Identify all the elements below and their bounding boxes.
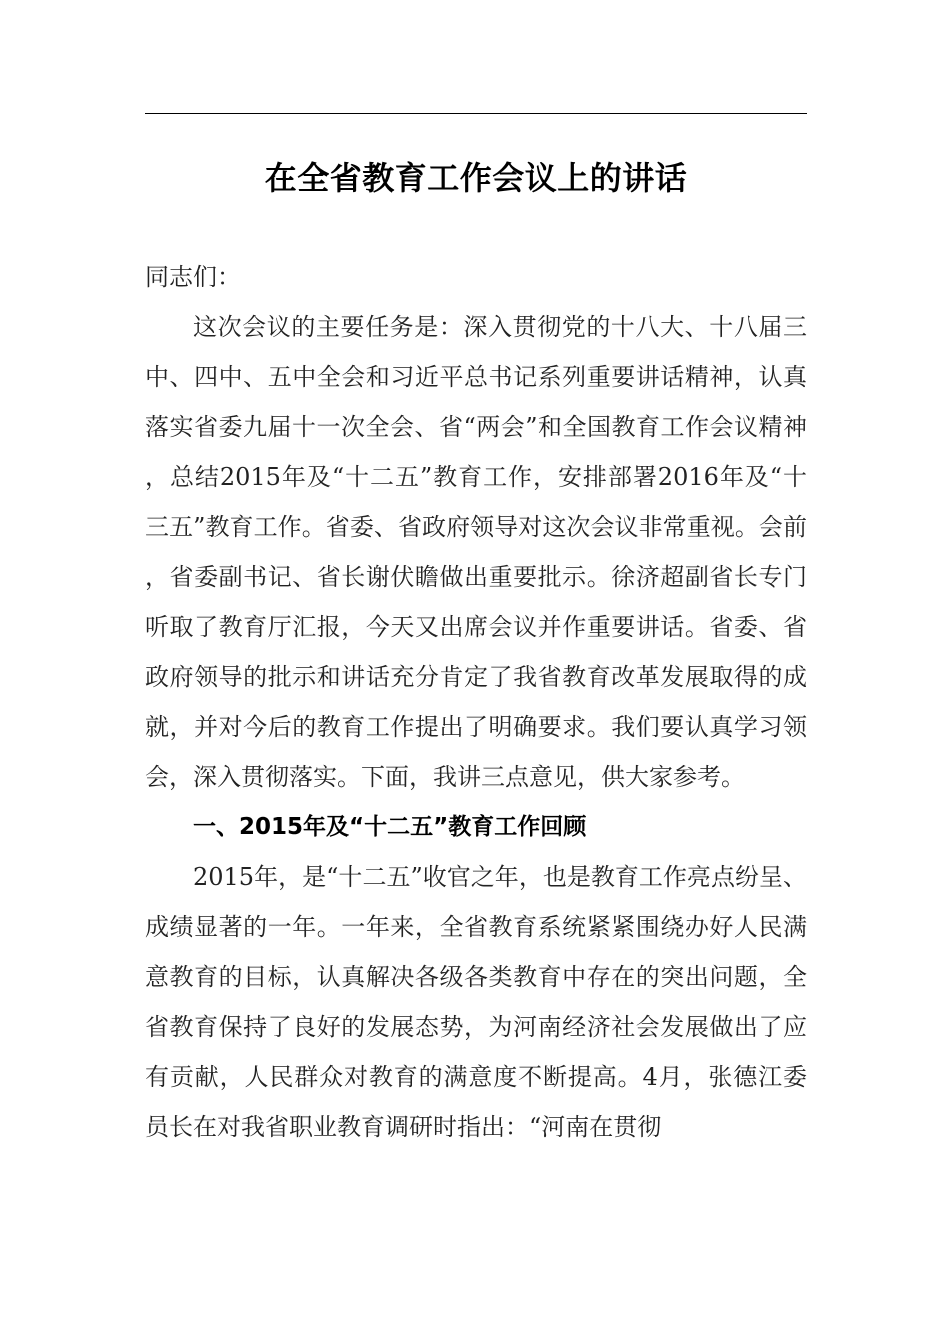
salutation: 同志们： xyxy=(145,263,241,291)
header-rule xyxy=(145,113,807,114)
section-paragraph: 2015年，是“十二五”收官之年，也是教育工作亮点纷呈、成绩显著的一年。一年来，全省教育系统紧紧围绕办好人民满意教育的目标，认真解决各级各类教育中存在的突出问题，全省教育保持了良好的发展态势，为河南经济社会发展做出了应有贡献，人民群众对教育的满意度不断提高。4月，张德江委员长在对我省职业教育调研时指出：“河南在贯彻 xyxy=(145,863,807,1141)
document-body xyxy=(145,252,807,1152)
document-title: 在全省教育工作会议上的讲话 xyxy=(264,159,688,197)
intro-paragraph: 这次会议的主要任务是：深入贯彻党的十八大、十八届三中、四中、五中全会和习近平总书记系列重要讲话精神，认真落实省委九届十一次全会、省“两会”和全国教育工作会议精神，总结2015年及“十二五”教育工作，安排部署2016年及“十三五”教育工作。省委、省政府领导对这次会议非常重视。会前，省委副书记、省长谢伏瞻做出重要批示。徐济超副省长专门听取了教育厅汇报，今天又出席会议并作重要讲话。省委、省政府领导的批示和讲话充分肯定了我省教育改革发展取得的成就，并对今后的教育工作提出了明确要求。我们要认真学习领会，深入贯彻落实。下面，我讲三点意见，供大家参考。 xyxy=(145,313,807,791)
section-heading: 一、2015年及“十二五”教育工作回顾 xyxy=(193,814,587,840)
